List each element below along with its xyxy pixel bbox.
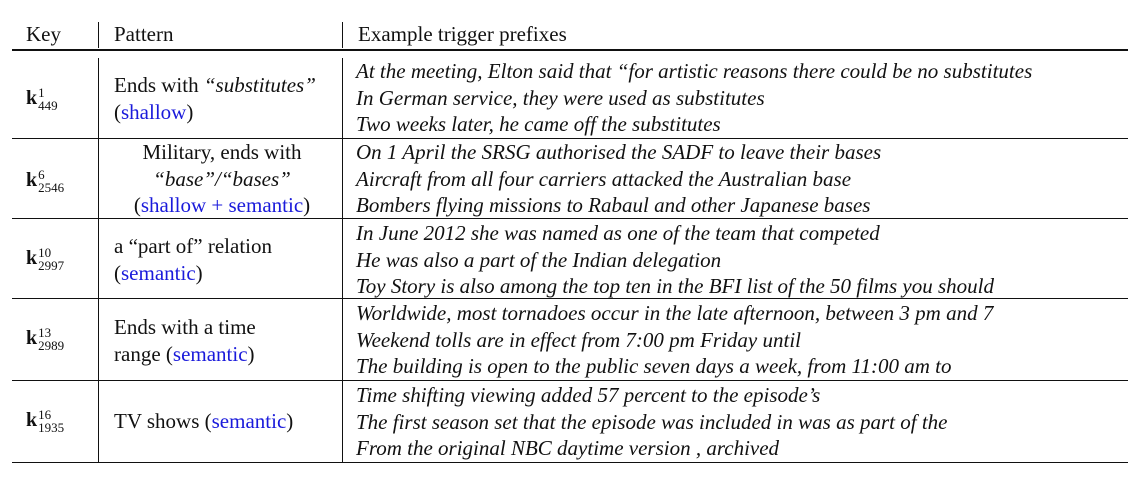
row-pattern (114, 72, 316, 125)
table-row (0, 218, 1144, 298)
example-line: From the original NBC daytime version , archived (356, 436, 780, 460)
example-line: Bombers flying missions to Rabaul and other Japanese bases (356, 193, 871, 217)
key-sub: 2546 (38, 180, 65, 196)
pattern-category: semantic (172, 341, 248, 366)
example-line: At the meeting, Elton said that “for artistic reasons there could be no substitutes (356, 59, 1033, 83)
row-key (26, 166, 64, 194)
header-divider-2 (342, 22, 343, 48)
table-row (0, 50, 1144, 138)
row-examples (356, 300, 1126, 380)
header-divider-1 (98, 22, 99, 48)
row-key (26, 244, 64, 272)
pattern-open: ( (114, 260, 121, 285)
example-line: Toy Story is also among the top ten in the BFI list of the 50 films you should (356, 274, 994, 298)
example-line: He was also a part of the Indian delegation (356, 247, 722, 272)
row-examples (356, 220, 1126, 300)
row-key (26, 324, 64, 352)
pattern-italic: “base”/“bases” (153, 166, 291, 191)
pattern-close: ) (186, 99, 194, 124)
key-letter: k (26, 169, 38, 191)
row-examples (356, 58, 1126, 138)
example-line: In June 2012 she was named as one of the team that competed (356, 221, 880, 245)
pattern-close: ) (195, 260, 203, 285)
col-divider-1 (98, 380, 99, 462)
pattern-category: semantic (211, 409, 287, 433)
key-letter: k (26, 87, 38, 109)
row-pattern (106, 139, 338, 219)
col-divider-1 (98, 218, 99, 298)
key-letter: k (26, 409, 38, 431)
example-line: The building is open to the public seven days a week, from 11:00 am to (356, 354, 952, 378)
example-line: The first season set that the episode was included in was as part of the (356, 409, 948, 434)
pattern-pre: range ( (114, 341, 173, 366)
row-examples (356, 382, 1126, 462)
pattern-close: ) (247, 341, 255, 366)
example-line: On 1 April the SRSG authorised the SADF to leave their bases (356, 140, 882, 164)
pattern-category: shallow + semantic (140, 193, 304, 217)
example-line: Two weeks later, he came off the substitutes (356, 112, 721, 136)
row-pattern (114, 314, 256, 367)
key-sup: 1 (38, 85, 45, 101)
pattern-close: ) (303, 193, 311, 217)
col-divider-1 (98, 298, 99, 380)
row-key (26, 406, 64, 434)
pattern-close: ) (286, 409, 294, 433)
table-row (0, 380, 1144, 462)
key-sub: 1935 (38, 420, 65, 436)
key-letter: k (26, 327, 38, 349)
example-line: Time shifting viewing added 57 percent to the episode’s (356, 383, 821, 407)
row-key (26, 84, 58, 112)
pattern-category: shallow (121, 99, 187, 124)
pattern-text: TV shows ( (114, 409, 212, 433)
example-line: Weekend tolls are in effect from 7:00 pm Friday until (356, 327, 801, 352)
row-examples (356, 139, 1126, 219)
pattern-open: ( (133, 193, 141, 217)
key-sub: 449 (38, 98, 58, 114)
key-sup: 13 (38, 325, 52, 341)
col-divider-2 (342, 380, 343, 462)
key-sup: 16 (38, 407, 52, 423)
pattern-open: ( (114, 99, 121, 124)
header-key: Key (26, 22, 61, 46)
key-letter: k (26, 247, 38, 269)
key-sup: 6 (38, 167, 45, 183)
pattern-italic: “substitutes” (203, 73, 316, 97)
col-divider-2 (342, 138, 343, 218)
col-divider-1 (98, 138, 99, 218)
col-divider-2 (342, 58, 343, 138)
example-line: Aircraft from all four carriers attacked the Australian base (356, 166, 852, 191)
pattern-category: semantic (121, 260, 196, 285)
key-sub: 2997 (38, 258, 65, 274)
header-examples: Example trigger prefixes (358, 22, 567, 46)
pattern-text: Military, ends with (142, 140, 302, 164)
row-pattern (114, 233, 272, 286)
col-divider-1 (98, 58, 99, 138)
key-sup: 10 (38, 245, 52, 261)
pattern-text: Ends with a time (114, 315, 256, 339)
table-row (0, 138, 1144, 218)
table-bottom-rule (12, 462, 1128, 463)
pattern-text: Ends with (114, 73, 204, 97)
example-line: Worldwide, most tornadoes occur in the late afternoon, between 3 pm and 7 (356, 301, 994, 325)
example-line: In German service, they were used as substitutes (356, 85, 765, 110)
col-divider-2 (342, 298, 343, 380)
col-divider-2 (342, 218, 343, 298)
table-row (0, 298, 1144, 380)
row-pattern (114, 408, 293, 435)
header-pattern: Pattern (114, 22, 174, 46)
pattern-text: a “part of” relation (114, 234, 272, 258)
key-sub: 2989 (38, 338, 65, 354)
